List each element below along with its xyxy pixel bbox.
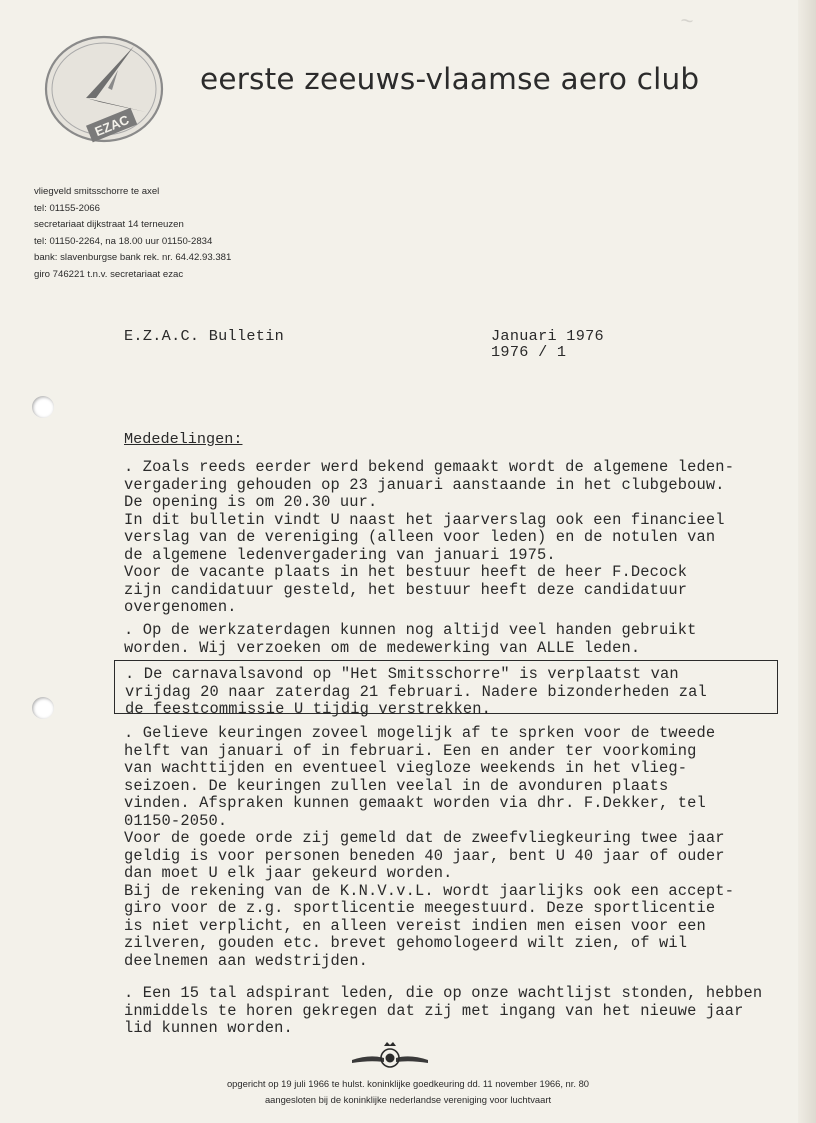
contact-line: tel: 01155-2066 bbox=[34, 202, 100, 214]
logo-text: EZAC bbox=[92, 111, 132, 140]
text-line: . Gelieve keuringen zoveel mogelijk af te sprken voor de tweede bbox=[124, 724, 716, 742]
text-line: de algemene ledenvergadering van januari 1975. bbox=[124, 545, 556, 564]
knvvl-emblem bbox=[350, 1038, 430, 1072]
text-line: helft van januari of in februari. Een en ander ter voorkoming bbox=[124, 741, 697, 760]
text-line: de feestcommissie U tijdig verstrekken. bbox=[125, 700, 492, 718]
text-line: Voor de goede orde zij gemeld dat de zweefvliegkeuring twee jaar bbox=[124, 829, 725, 847]
contact-line: bank: slavenburgse bank rek. nr. 64.42.93.381 bbox=[34, 252, 232, 264]
text-line: dan moet U elk jaar gekeurd worden. bbox=[124, 864, 453, 882]
punch-hole-top bbox=[32, 396, 54, 418]
text-line: inmiddels te horen gekregen dat zij met ingang van het nieuwe jaar bbox=[124, 1001, 744, 1020]
text-line: . Op de werkzaterdagen kunnen nog altijd veel handen gebruikt bbox=[124, 621, 697, 639]
punch-hole-bottom bbox=[32, 697, 54, 719]
text-line: 01150-2050. bbox=[124, 811, 228, 830]
text-line: deelnemen aan wedstrijden. bbox=[124, 951, 369, 970]
text-line: De opening is om 20.30 uur. bbox=[124, 493, 378, 511]
paragraph-aspirant-members bbox=[124, 985, 762, 1038]
text-line: worden. Wij verzoeken om de medewerking van ALLE leden. bbox=[124, 638, 641, 657]
contact-line: vliegveld smitsschorre te axel bbox=[34, 186, 160, 197]
text-line: is niet verplicht, en alleen vereist indien men eisen voor een bbox=[124, 916, 706, 935]
section-heading: Mededelingen: bbox=[124, 430, 243, 448]
text-line: . De carnavalsavond op "Het Smitsschorre" is verplaatst van bbox=[125, 665, 679, 683]
text-line: van wachttijden en eventueel viegloze weekends in het vlieg- bbox=[124, 759, 688, 777]
text-line: zijn candidatuur gesteld, het bestuur heeft deze candidatuur bbox=[124, 580, 688, 599]
paragraph-medical-checks bbox=[124, 725, 734, 970]
text-line: verslag van de vereniging (alleen voor leden) en de notulen van bbox=[124, 528, 716, 546]
bulletin-title: E.Z.A.C. Bulletin bbox=[124, 327, 285, 345]
text-line: vinden. Afspraken kunnen gemaakt worden via dhr. F.Dekker, tel bbox=[124, 794, 706, 812]
text-line: Voor de vacante plaats in het bestuur heeft de heer F.Decock bbox=[124, 563, 688, 581]
text-line: . Zoals reeds eerder werd bekend gemaakt wordt de algemene leden- bbox=[124, 458, 735, 476]
contact-line: giro 746221 t.n.v. secretariaat ezac bbox=[34, 268, 184, 280]
text-line: seizoen. De keuringen zullen veelal in de avonduren plaats bbox=[124, 776, 669, 795]
contact-line: tel: 01150-2264, na 18.00 uur 01150-2834 bbox=[34, 235, 213, 247]
club-name: eerste zeeuws-vlaamse aero club bbox=[200, 62, 700, 96]
text-line: vergadering gehouden op 23 januari aanstaande in het clubgebouw. bbox=[124, 475, 725, 494]
text-line: giro voor de z.g. sportlicentie meegestuurd. Deze sportlicentie bbox=[124, 899, 716, 917]
show-through-text: ~ bbox=[679, 9, 695, 36]
text-line: overgenomen. bbox=[124, 598, 237, 616]
text-line: geldig is voor personen beneden 40 jaar, bent U 40 jaar of ouder bbox=[124, 846, 725, 865]
text-line: . Een 15 tal adspirant leden, die op onze wachtlijst stonden, hebben bbox=[124, 984, 763, 1002]
footer-affiliation-note: aangesloten bij de koninklijke nederlandse vereniging voor luchtvaart bbox=[264, 1094, 552, 1105]
bulletin-number: 1976 / 1 bbox=[491, 343, 567, 361]
bulletin-date: Januari 1976 bbox=[491, 327, 604, 345]
text-line: vrijdag 20 naar zaterdag 21 februari. Nadere bizonderheden zal bbox=[125, 682, 707, 701]
text-line: zilveren, gouden etc. brevet gehomologeerd wilt zien, of wil bbox=[124, 934, 688, 952]
page-edge bbox=[798, 0, 816, 1123]
ezac-logo bbox=[34, 28, 174, 150]
footer-founding-note: opgericht op 19 juli 1966 te hulst. koninklijke goedkeuring dd. 11 november 1966, nr. 80 bbox=[226, 1078, 590, 1089]
carnival-notice-box bbox=[114, 660, 778, 718]
text-line: lid kunnen worden. bbox=[124, 1019, 293, 1037]
text-line: Bij de rekening van de K.N.V.v.L. wordt jaarlijks ook een accept- bbox=[124, 881, 735, 900]
paragraph-carnival bbox=[125, 666, 707, 719]
paragraph-general-meeting bbox=[124, 459, 734, 617]
contact-line: secretariaat dijkstraat 14 terneuzen bbox=[34, 219, 184, 231]
text-line: In dit bulletin vindt U naast het jaarverslag ook een financieel bbox=[124, 510, 725, 529]
contact-block bbox=[34, 184, 231, 284]
paragraph-work-saturdays bbox=[124, 622, 697, 657]
